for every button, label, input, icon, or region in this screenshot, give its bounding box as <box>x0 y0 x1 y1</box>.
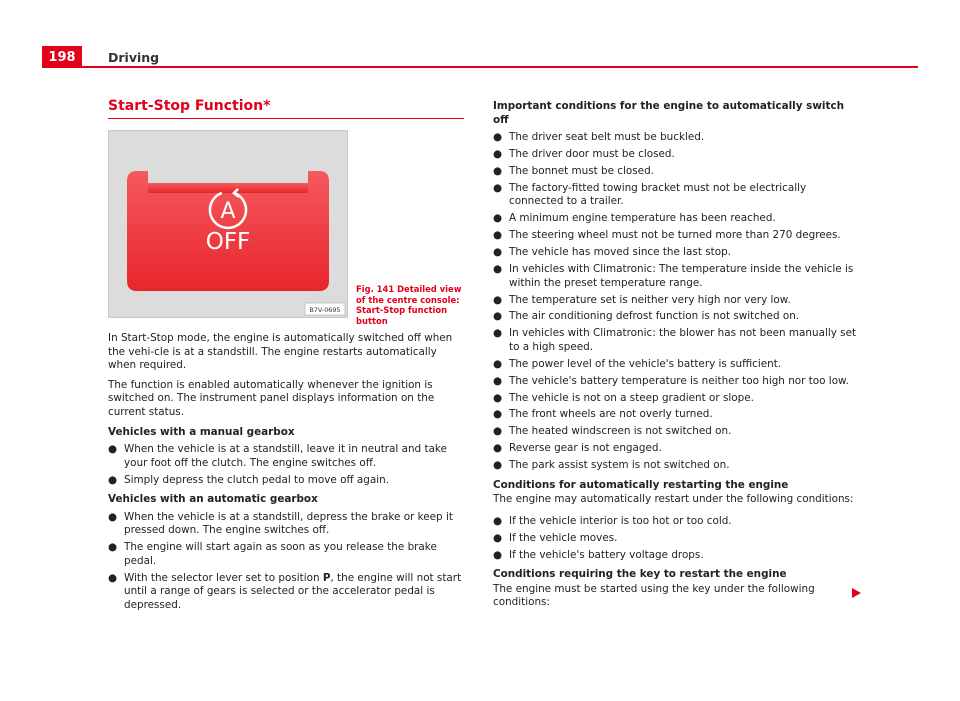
list-item: ● Simply depress the clutch pedal to move off again. <box>108 473 390 486</box>
figure-code: B7V-0695 <box>309 306 341 314</box>
list-item: ● The vehicle has moved since the last stop. <box>493 246 731 259</box>
list-item: ● When the vehicle is at a standstill, depress the brake or keep it pressed down. The engine switches off. <box>108 510 453 537</box>
bullet-icon: ● <box>493 459 503 472</box>
bullet-icon: ● <box>108 443 118 456</box>
list-item: ● The power level of the vehicle's battery is sufficient. <box>493 357 782 370</box>
bullet-icon: ● <box>493 263 503 276</box>
list-item: ● A minimum engine temperature has been reached. <box>493 212 776 225</box>
left-column <box>108 332 466 616</box>
start-stop-button-illustration <box>109 131 347 317</box>
restart-intro: The engine may automatically restart under the following conditions: <box>493 493 854 506</box>
list-item: ● The bonnet must be closed. <box>493 164 654 177</box>
list-item: ● The air conditioning defrost function is not switched on. <box>493 310 800 323</box>
bullet-icon: ● <box>493 164 503 177</box>
continue-arrow-icon <box>852 588 861 598</box>
bullet-icon: ● <box>108 510 118 523</box>
list-item: ● The vehicle is not on a steep gradient or slope. <box>493 391 754 404</box>
list-item: ● When the vehicle is at a standstill, leave it in neutral and take your foot off the clutch. The engine switches off. <box>108 443 447 469</box>
bullet-icon: ● <box>493 548 503 561</box>
selector-position-p: P <box>322 571 331 584</box>
list-item: ● The front wheels are not overly turned. <box>493 408 713 421</box>
bullet-icon: ● <box>493 327 503 340</box>
list-item: ● The temperature set is neither very high nor very low. <box>493 293 791 306</box>
list-item: ● With the selector lever set to position P, the engine will not start until a range of gears is selected or the accelerator pedal is depressed. <box>108 571 462 611</box>
list-item: ● The driver door must be closed. <box>493 148 675 161</box>
button-off-label: OFF <box>205 229 251 255</box>
list-item: ● If the vehicle interior is too hot or too cold. <box>493 514 732 527</box>
right-column <box>493 100 858 616</box>
bullet-icon: ● <box>493 357 503 370</box>
list-item: ● The heated windscreen is not switched on. <box>493 425 732 438</box>
bullet-icon: ● <box>493 293 503 306</box>
key-restart-heading: Conditions requiring the key to restart the engine <box>493 568 787 581</box>
intro-paragraph-2: The function is enabled automatically whenever the ignition is switched on. The instrument panel displays information on the current status. <box>108 378 435 418</box>
bullet-icon: ● <box>493 391 503 404</box>
list-item: ● If the vehicle's battery voltage drops. <box>493 548 704 561</box>
bullet-icon: ● <box>493 131 503 144</box>
list-item: ● If the vehicle moves. <box>493 531 618 544</box>
page-number: 198 <box>42 46 82 68</box>
bullet-icon: ● <box>493 212 503 225</box>
header-rule <box>42 66 918 68</box>
figure-start-stop-button <box>108 130 348 318</box>
list-item: ● The steering wheel must not be turned more than 270 degrees. <box>493 229 841 242</box>
bullet-icon: ● <box>493 408 503 421</box>
list-item: ● The engine will start again as soon as you release the brake pedal. <box>108 541 437 567</box>
manual-gearbox-heading: Vehicles with a manual gearbox <box>108 425 295 438</box>
bullet-icon: ● <box>493 442 503 455</box>
section-title: Start-Stop Function* <box>108 98 271 114</box>
switch-off-conditions-heading: Important conditions for the engine to automatically switch off <box>493 100 845 126</box>
icon-letter: A <box>220 199 236 224</box>
chapter-title: Driving <box>108 50 160 65</box>
restart-conditions-heading: Conditions for automatically restarting the engine <box>493 478 789 491</box>
list-item: ● In vehicles with Climatronic: The temperature inside the vehicle is within the preset temperature range. <box>493 263 854 289</box>
key-restart-intro: The engine must be started using the key under the following conditions: <box>493 582 815 609</box>
bullet-icon: ● <box>108 571 118 584</box>
bullet-icon: ● <box>493 246 503 259</box>
bullet-icon: ● <box>493 181 503 194</box>
bullet-icon: ● <box>108 541 118 554</box>
intro-paragraph-1: In Start-Stop mode, the engine is automatically switched off when the vehi-cle is at a standstill. The engine restarts automatically when required. <box>108 332 453 372</box>
bullet-icon: ● <box>493 310 503 323</box>
bullet-icon: ● <box>493 148 503 161</box>
bullet-icon: ● <box>108 473 118 486</box>
figure-caption: Fig. 141 Detailed view of the centre console: Start-Stop function button <box>356 284 462 326</box>
bullet-icon: ● <box>493 374 503 387</box>
list-item: ● The park assist system is not switched on. <box>493 459 730 472</box>
list-item: ● In vehicles with Climatronic: the blower has not been manually set to a high speed. <box>493 327 857 353</box>
bullet-icon: ● <box>493 229 503 242</box>
bullet-icon: ● <box>493 514 503 527</box>
list-item: ● The driver seat belt must be buckled. <box>493 131 705 144</box>
bullet-icon: ● <box>493 425 503 438</box>
automatic-gearbox-heading: Vehicles with an automatic gearbox <box>108 493 318 506</box>
list-item: ● Reverse gear is not engaged. <box>493 442 662 455</box>
section-rule <box>108 118 464 119</box>
list-item: ● The vehicle's battery temperature is neither too high nor too low. <box>493 374 849 387</box>
list-item: ● The factory-fitted towing bracket must not be electrically connected to a trailer. <box>493 181 807 208</box>
bullet-icon: ● <box>493 531 503 544</box>
button-top-tab <box>148 183 308 193</box>
